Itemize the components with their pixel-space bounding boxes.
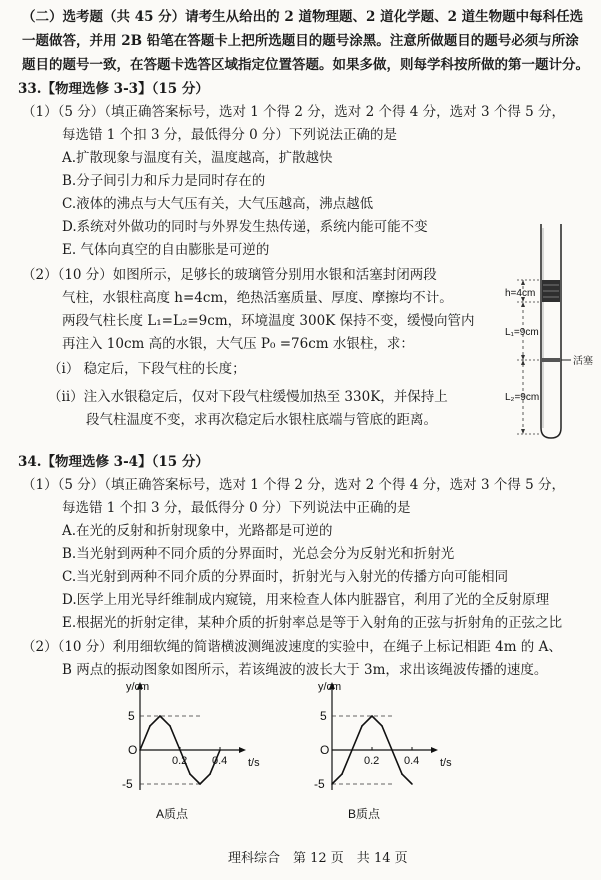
piston — [542, 358, 560, 362]
q33-sub-i: （i） 稳定后，下段气柱的长度； — [48, 361, 246, 377]
chart-b-data-point — [391, 749, 393, 751]
q33-option-a: A.扩散现象与温度有关，温度越高，扩散越快 — [62, 150, 333, 166]
chart-b-data-point — [341, 773, 343, 775]
chart-a-data-point — [139, 749, 141, 751]
q33-part1-line2: 每选错 1 个扣 3 分，最低得分 0 分）下列说法正确的是 — [62, 127, 398, 143]
chart-a-vibration-graph — [108, 680, 288, 830]
chart-b-data-point — [411, 783, 413, 785]
dim-ticks — [517, 280, 541, 434]
chart-a-x-axis-arrow — [239, 747, 246, 753]
chart-b-data-point — [401, 773, 403, 775]
chart-a-data-point — [209, 773, 211, 775]
chart-b-ytick-label: -5 — [314, 777, 325, 791]
chart-b-origin-label: O — [320, 743, 330, 757]
chart-b-data-point — [331, 783, 333, 785]
chart-b-data-point — [361, 725, 363, 727]
chart-a-ytick-label: -5 — [122, 777, 133, 791]
chart-b-vibration-graph — [300, 680, 480, 830]
chart-b-xtick-label: 0.2 — [364, 755, 380, 767]
chart-a-title: A质点 — [156, 807, 189, 821]
q34-part2-line1: （2）（10 分）利用细软绳的简谐横波测绳波速度的实验中，在绳子上标记相距 4m 的 A、 — [22, 639, 562, 655]
q34-option-e: E.根据光的折射定律，某种介质的折射率总是等于入射角的正弦与折射角的正弦之比 — [62, 615, 563, 631]
label-L2: L₂=9cm — [505, 392, 540, 403]
chart-b-data-point — [351, 749, 353, 751]
glass-tube — [541, 224, 561, 438]
q33-part2-line2: 气柱，水银柱高度 h=4cm，绝热活塞质量、厚度、摩擦均不计。 — [62, 290, 453, 306]
chart-a-data-point — [189, 773, 191, 775]
q33-part2-line4: 再注入 10cm 高的水银，大气压 P₀ =76cm 水银柱，求： — [62, 336, 414, 352]
q33-option-e: E. 气体向真空的自由膨胀是可逆的 — [62, 242, 270, 258]
chart-b-xtick-label: 0.4 — [404, 755, 420, 767]
chart-a-ytick-label: 5 — [128, 709, 135, 723]
chart-b-ylabel: y/cm — [318, 681, 342, 693]
chart-a-xtick-label: 0.4 — [212, 755, 228, 767]
chart-a-origin-label: O — [128, 743, 138, 757]
chart-a-data-point — [159, 715, 161, 717]
label-L1: L₁=9cm — [505, 327, 539, 338]
chart-b-xlabel: t/s — [440, 757, 452, 769]
chart-a-ylabel: y/cm — [126, 681, 150, 693]
chart-b-ytick-label: 5 — [320, 709, 327, 723]
q34-option-a: A.在光的反射和折射现象中，光路都是可逆的 — [62, 523, 333, 539]
q33-sub-ii-line2: 段气柱温度不变，求再次稳定后水银柱底端与管底的距离。 — [86, 412, 437, 428]
q34-part1-line2: 每选错 1 个扣 3 分，最低得分 0 分）下列说法中正确的是 — [62, 500, 411, 516]
label-h: h=4cm — [505, 288, 536, 299]
q34-header: 34.【物理选修 3-4】（15 分） — [18, 454, 209, 470]
dim-arrows — [521, 280, 525, 434]
intro-line-2: 一题做答，并用 2B 铅笔在答题卡上把所选题目的题号涂黑。注意所做题目的题号必须与所涂 — [22, 33, 579, 49]
intro-line-1: （二）选考题（共 45 分）请考生从给出的 2 道物理题、2 道化学题、2 道生物题中每科任选 — [22, 9, 584, 25]
piston-label: 活塞 — [573, 356, 593, 367]
page-footer: 理科综合 第 12 页 共 14 页 — [228, 851, 408, 866]
q33-part2-line3: 两段气柱长度 L₁=L₂=9cm，环境温度 300K 保持不变，缓慢向管内 — [62, 313, 475, 329]
q34-part1-line1: （1）（5 分）（填正确答案标号，选对 1 个得 2 分，选对 2 个得 4 分，选对 3 个得 5 分， — [22, 477, 565, 493]
chart-b-title: B质点 — [348, 807, 381, 821]
q34-option-c: C.当光射到两种不同介质的分界面时，折射光与入射光的传播方向可能相同 — [62, 569, 509, 585]
q34-option-b: B.当光射到两种不同介质的分界面时，光总会分为反射光和折射光 — [62, 546, 455, 562]
intro-line-3: 题目的题号一致，在答题卡选答区域指定位置答题。如果多做，则每学科按所做的第一题计分。 — [22, 57, 589, 73]
q33-part1-line1: （1）（5 分）（填正确答案标号，选对 1 个得 2 分，选对 2 个得 4 分，选对 3 个得 5 分， — [22, 104, 565, 120]
chart-b-data-point — [371, 715, 373, 717]
q33-sub-ii-line1: （ii）注入水银稳定后，仅对下段气柱缓慢加热至 330K，并保持上 — [48, 389, 448, 405]
chart-b-x-axis-arrow — [431, 747, 438, 753]
chart-a-xlabel: t/s — [248, 757, 260, 769]
chart-a-data-point — [149, 725, 151, 727]
q33-option-d: D.系统对外做功的同时与外界发生热传递，系统内能可能不变 — [62, 219, 428, 235]
chart-a-data-point — [169, 725, 171, 727]
chart-a-data-point — [199, 783, 201, 785]
q33-part2-line1: （2）（10 分）如图所示，足够长的玻璃管分别用水银和活塞封闭两段 — [22, 267, 437, 283]
chart-a-xtick-label: 0.2 — [172, 755, 188, 767]
q34-option-d: D.医学上用光导纤维制成内窥镜，用来检查人体内脏器官，利用了光的全反射原理 — [62, 592, 550, 608]
q33-header: 33.【物理选修 3-3】（15 分） — [18, 81, 209, 97]
q33-option-b: B.分子间引力和斥力是同时存在的 — [62, 173, 266, 189]
glass-tube-figure — [495, 222, 599, 444]
chart-b-data-point — [381, 725, 383, 727]
q33-option-c: C.液体的沸点与大气压有关，大气压越高，沸点越低 — [62, 196, 374, 212]
q34-part2-line2: B 两点的振动图象如图所示，若该绳波的波长大于 3m，求出该绳波传播的速度。 — [62, 662, 548, 678]
